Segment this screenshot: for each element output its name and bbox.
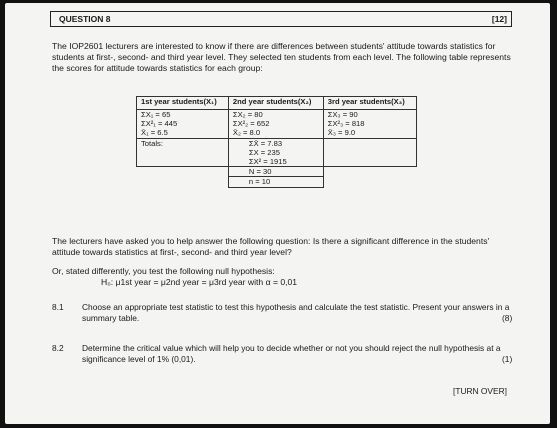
- empty-cell: [323, 177, 416, 187]
- sub-question-number: 8.2: [52, 343, 64, 353]
- year-2-sum-squares: ΣX²₂ = 652: [232, 119, 270, 129]
- year-2-mean: X̄₂ = 8.0: [232, 128, 261, 138]
- totals-values: [228, 138, 323, 167]
- header-year-2: 2nd year students(X₂): [228, 97, 323, 110]
- lecturers-paragraph: The lecturers have asked you to help answer the following question: Is there a significant difference in the students' attitude towards statistics at first-, second- and third year level?: [52, 236, 490, 257]
- table-row: [137, 177, 417, 187]
- year-3-mean: X̄₃ = 9.0: [327, 128, 356, 138]
- header-year-1: 1st year students(X₁): [137, 97, 229, 110]
- table-row: [137, 138, 417, 167]
- empty-cell: [137, 177, 229, 187]
- scores-table: [136, 96, 417, 188]
- question-header: [50, 11, 512, 27]
- year-3-stats: [323, 110, 416, 139]
- year-1-mean: X̄₁ = 6.5: [141, 128, 168, 138]
- grand-mean: ΣX̄ = 7.83: [248, 138, 283, 148]
- table-header-row: [137, 97, 417, 110]
- totals-label: Totals:: [137, 138, 229, 167]
- year-2-sum: ΣX₂ = 80: [232, 110, 263, 119]
- null-hypothesis: H₀: μ1st year = μ2nd year = μ3rd year with α = 0,01: [101, 277, 298, 287]
- null-hypothesis-intro: Or, stated differently, you test the following null hypothesis:: [52, 266, 275, 276]
- year-3-sum-squares: ΣX²₃ = 818: [327, 119, 365, 129]
- totals-empty-cell: [323, 138, 416, 167]
- year-1-stats: [137, 110, 229, 139]
- year-1-sum: ΣX₁ = 65: [141, 110, 171, 119]
- turn-over-label: [TURN OVER]: [453, 386, 507, 396]
- group-n: n = 10: [228, 177, 323, 187]
- empty-cell: [137, 167, 229, 177]
- question-marks: [12]: [491, 14, 507, 24]
- year-2-stats: [228, 110, 323, 139]
- year-3-sum: ΣX₃ = 90: [327, 110, 358, 119]
- exam-page: [5, 3, 550, 424]
- question-title: QUESTION 8: [59, 14, 111, 24]
- sub-question-marks: (8): [502, 313, 513, 323]
- grand-sum-squares: ΣX² = 1915: [248, 157, 287, 167]
- header-year-3: 3rd year students(X₃): [323, 97, 416, 110]
- sub-question-marks: (1): [502, 354, 513, 364]
- total-n: N = 30: [228, 167, 323, 177]
- grand-sum: ΣX = 235: [248, 147, 280, 157]
- table-row: [137, 110, 417, 139]
- table-row: [137, 167, 417, 177]
- intro-paragraph: The IOP2601 lecturers are interested to know if there are differences between students' attitude towards statistics for students at first-, second- and third year level. They selected ten students from each level. The following table represents the scores for attitude towards statistics for each group:: [52, 41, 511, 73]
- sub-question-text: Determine the critical value which will help you to decide whether or not you should reject the null hypothesis at a significance level of 1% (0,01).: [82, 343, 501, 364]
- sub-question-number: 8.1: [52, 302, 64, 312]
- sub-question-text: Choose an appropriate test statistic to test this hypothesis and calculate the test statistic. Present your answers in a summary table.: [82, 302, 510, 323]
- year-1-sum-squares: ΣX²₁ = 445: [141, 119, 178, 129]
- empty-cell: [323, 167, 416, 177]
